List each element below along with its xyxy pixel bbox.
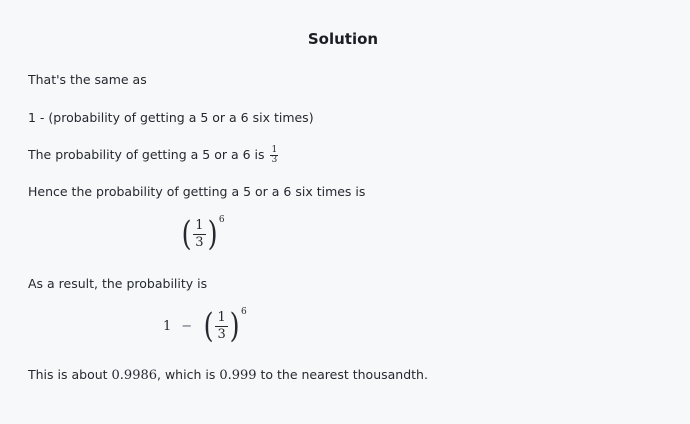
formula-result-denominator: 3 <box>217 326 226 342</box>
formula-result <box>163 306 247 346</box>
text-single-probability-label: The probability of getting a 5 or a 6 is <box>28 147 269 162</box>
formula-power-exponent: 6 <box>218 215 225 225</box>
right-paren: ) <box>229 306 240 346</box>
formula-power-denominator: 3 <box>195 234 204 250</box>
right-paren: ) <box>207 214 218 254</box>
left-paren: ( <box>203 306 214 346</box>
inline-fraction <box>270 146 278 165</box>
text-single-probability <box>28 146 278 165</box>
text-six-times: Hence the probability of getting a 5 or a 6 six times is <box>28 184 366 199</box>
formula-result-exponent: 6 <box>241 307 247 317</box>
formula-result-numerator: 1 <box>217 309 226 325</box>
rounded-value: 0.999 <box>219 368 257 383</box>
text-same-as: That's the same as <box>28 72 147 87</box>
solution-title: Solution <box>307 30 379 48</box>
formula-result-minus: − <box>181 318 193 334</box>
left-paren: ( <box>181 214 192 254</box>
text-complement: 1 - (probability of getting a 5 or a 6 six times) <box>28 110 314 125</box>
text-result-intro: As a result, the probability is <box>28 276 208 291</box>
approx-value: 0.9986 <box>111 368 158 383</box>
conclusion-part-a: This is about <box>28 367 112 382</box>
conclusion-part-c: to the nearest thousandth. <box>256 367 428 382</box>
formula-power-fraction <box>193 218 205 251</box>
formula-result-fraction <box>215 310 227 343</box>
inline-fraction-denominator: 3 <box>271 155 278 165</box>
conclusion-part-b: , which is <box>157 367 220 382</box>
inline-fraction-numerator: 1 <box>271 145 278 155</box>
formula-power-numerator: 1 <box>195 217 204 233</box>
formula-power <box>180 214 225 254</box>
text-conclusion <box>28 367 428 383</box>
formula-result-lead: 1 <box>163 318 172 334</box>
